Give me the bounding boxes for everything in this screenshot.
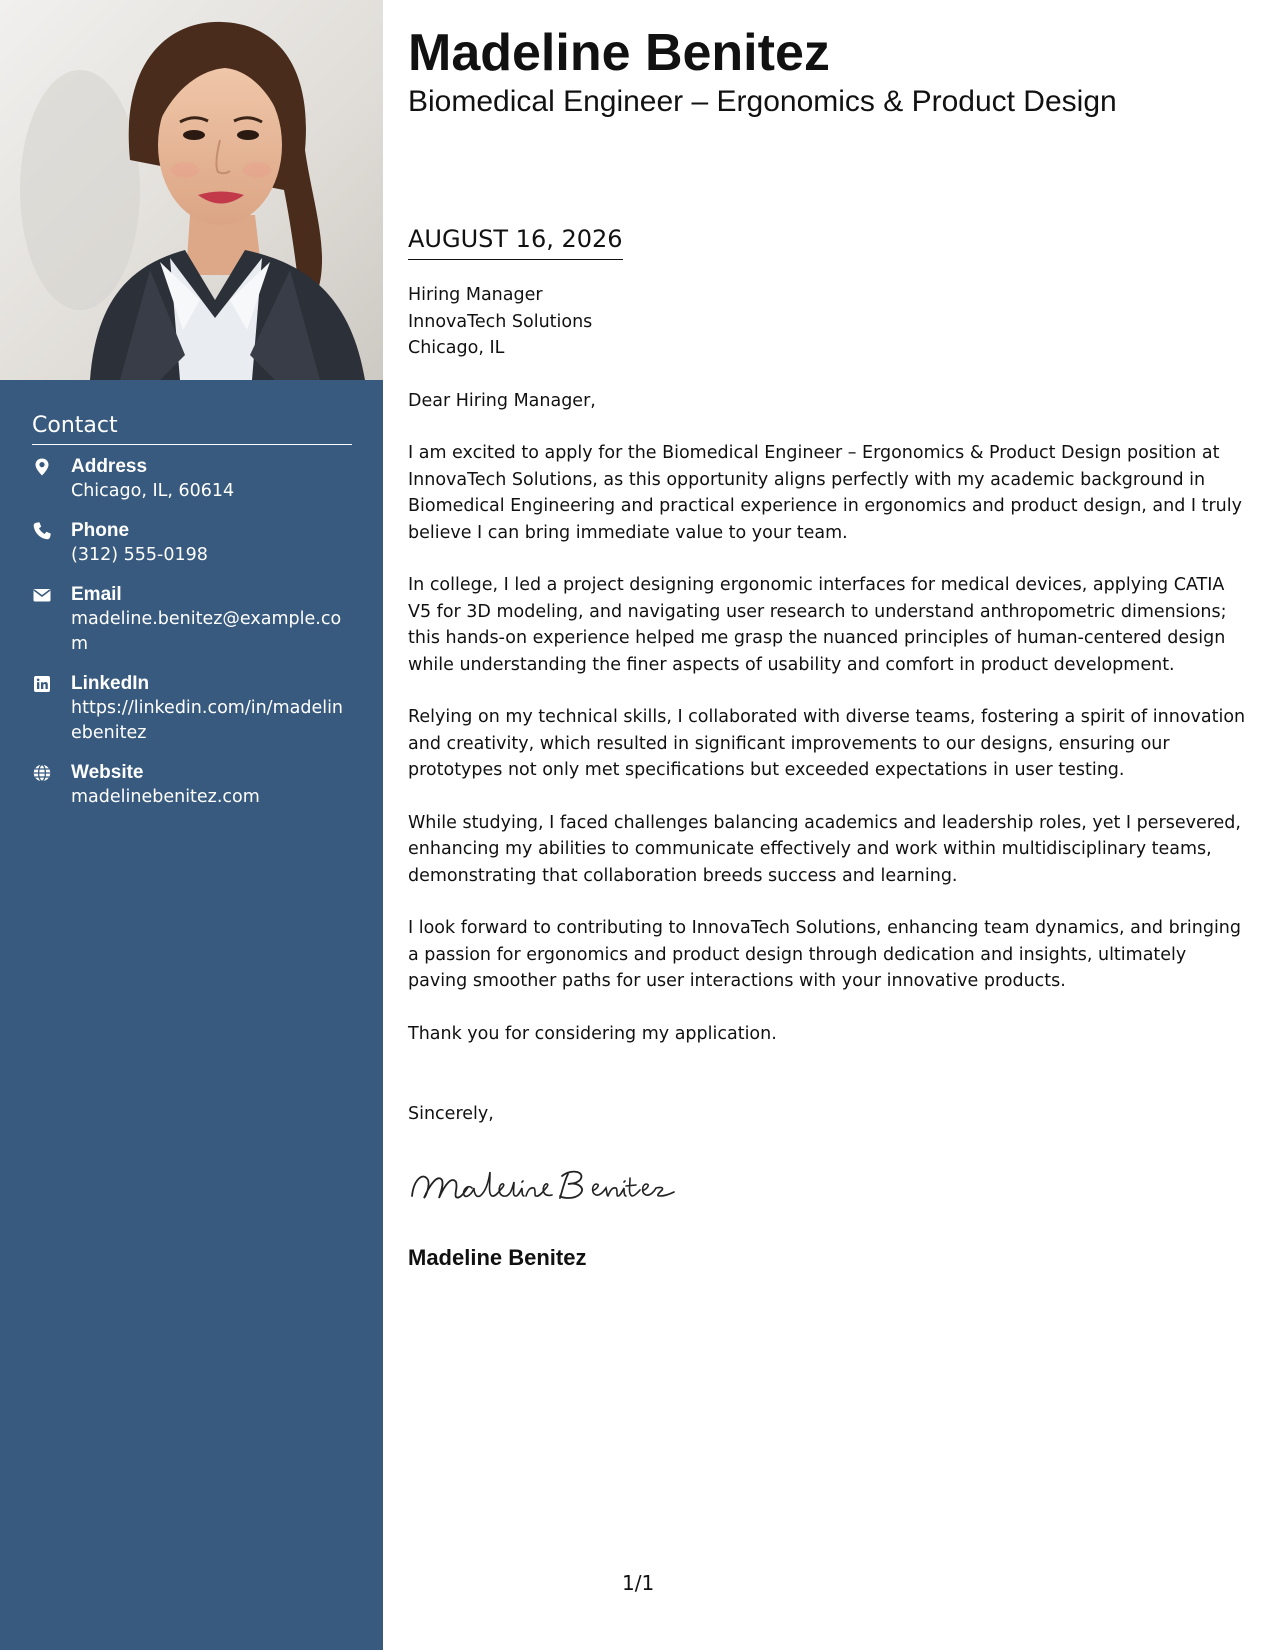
contact-item-email: [32, 583, 352, 657]
contact-item-website: [32, 761, 352, 810]
contact-list: [32, 455, 352, 810]
recipient-location: Chicago, IL: [408, 338, 505, 358]
phone-label: Phone: [71, 520, 130, 541]
recipient-company: InnovaTech Solutions: [408, 311, 593, 332]
envelope-icon: [32, 585, 54, 607]
signer-name: Madeline Benitez: [408, 1245, 587, 1270]
handwritten-signature: [408, 1160, 678, 1210]
contact-section: [32, 410, 352, 825]
letter-paragraph: In college, I led a project designing ergonomic interfaces for medical devices, applying CATIA V5 for 3D modeling, and navigating user research to understand anthropometric dimensions; this hands-on experience helped me grasp the nuanced principles of human-centered design while understanding the finer aspects of usability and comfort in product development.: [408, 575, 1227, 675]
recipient-block: [408, 282, 1248, 362]
letter-paragraph: While studying, I faced challenges balancing academics and leadership roles, yet I persevered, enhancing my abilities to communicate effectively and work within multidisciplinary teams, demonstrating that collaboration breeds success and learning.: [408, 812, 1241, 886]
letter-paragraph: Thank you for considering my application.: [408, 1023, 777, 1044]
sidebar: [0, 0, 383, 1650]
profile-photo: [0, 0, 383, 380]
letter-paragraph: I am excited to apply for the Biomedical Engineer – Ergonomics & Product Design position at InnovaTech Solutions, as this opportunity aligns perfectly with my academic background in Biomedical Engineering and practical experience in ergonomics and product design, and I truly believe I can bring immediate value to your team.: [408, 443, 1242, 543]
website-link[interactable]: madelinebenitez.com: [71, 787, 260, 807]
address-label: Address: [71, 456, 148, 477]
linkedin-icon: [32, 674, 54, 696]
contact-heading: Contact: [32, 410, 352, 445]
website-label: Website: [71, 762, 144, 783]
linkedin-link[interactable]: https://linkedin.com/in/madelinebenitez: [71, 698, 344, 743]
profile-photo-illustration: [0, 0, 383, 380]
closing: Sincerely,: [408, 1104, 494, 1124]
letter-body: [408, 282, 1248, 1073]
page-number: 1/1: [622, 1571, 655, 1595]
phone-icon: [32, 521, 54, 543]
letter-date: AUGUST 16, 2026: [408, 222, 623, 260]
contact-item-address: [32, 455, 352, 504]
address-value: Chicago, IL, 60614: [71, 481, 235, 501]
globe-icon: [32, 763, 54, 785]
phone-value[interactable]: (312) 555-0198: [71, 545, 208, 565]
recipient-name: Hiring Manager: [408, 285, 543, 305]
job-title: Biomedical Engineer – Ergonomics & Product Design: [408, 85, 1117, 118]
letter-paragraph: Relying on my technical skills, I collaborated with diverse teams, fostering a spirit of innovation and creativity, which resulted in significant improvements to our designs, ensuring our prototypes not only met specifications but exceeded expectations in user testing.: [408, 707, 1246, 780]
contact-item-linkedin: [32, 672, 352, 746]
applicant-name: Madeline Benitez: [408, 24, 830, 82]
letter-paragraph: I look forward to contributing to InnovaTech Solutions, enhancing team dynamics, and bringing a passion for ergonomics and product design through dedication and insights, ultimately paving smoother paths for user interactions with your innovative products.: [408, 918, 1242, 991]
email-link[interactable]: madeline.benitez@example.com: [71, 609, 342, 654]
email-label: Email: [71, 584, 122, 605]
linkedin-label: LinkedIn: [71, 673, 150, 694]
salutation: Dear Hiring Manager,: [408, 390, 596, 411]
contact-item-phone: [32, 519, 352, 568]
map-pin-icon: [32, 457, 54, 479]
